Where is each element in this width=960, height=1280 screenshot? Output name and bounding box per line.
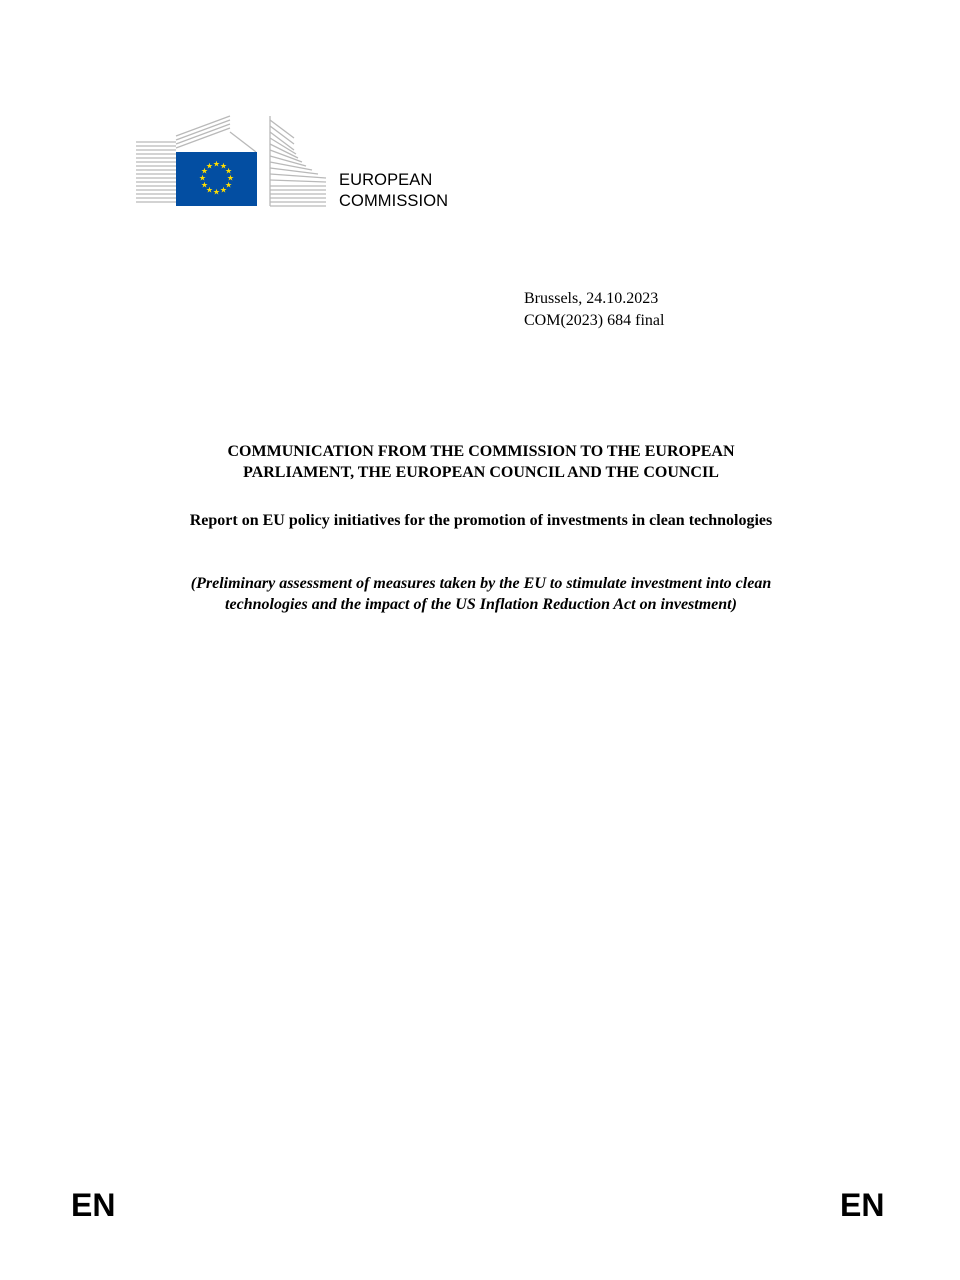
svg-text:★: ★	[198, 173, 207, 183]
svg-text:★: ★	[226, 173, 235, 183]
report-subtitle	[120, 573, 842, 615]
document-reference: COM(2023) 684 final	[524, 312, 665, 329]
svg-text:★: ★	[200, 166, 208, 176]
european-commission-logo	[136, 112, 328, 208]
svg-text:★: ★	[205, 161, 214, 171]
communication-title-line1: COMMUNICATION FROM THE COMMISSION TO THE EUROPEAN	[227, 443, 735, 460]
communication-title-line2: PARLIAMENT, THE EUROPEAN COUNCIL AND THE COUNCIL	[243, 464, 719, 481]
svg-text:★: ★	[225, 180, 233, 190]
organization-name-line2: COMMISSION	[339, 192, 449, 210]
communication-title	[120, 441, 842, 483]
svg-text:★: ★	[205, 185, 214, 195]
language-code-left: EN	[71, 1187, 116, 1223]
svg-text:★: ★	[225, 166, 233, 176]
place-date: Brussels, 24.10.2023	[524, 290, 659, 307]
report-subtitle-line2: technologies and the impact of the US Inflation Reduction Act on investment)	[225, 596, 737, 613]
svg-text:★: ★	[212, 187, 221, 197]
report-title	[120, 510, 842, 531]
report-title-text: Report on EU policy initiatives for the promotion of investments in clean technologies	[189, 512, 773, 529]
report-subtitle-line1: (Preliminary assessment of measures taken by the EU to stimulate investment into clean	[190, 575, 772, 592]
svg-text:★: ★	[219, 161, 228, 171]
svg-text:★: ★	[219, 185, 228, 195]
language-code-right: EN	[840, 1187, 885, 1223]
document-meta	[524, 288, 664, 332]
svg-text:★: ★	[200, 180, 208, 190]
organization-name-line1: EUROPEAN	[339, 171, 433, 189]
svg-text:★: ★	[212, 159, 221, 169]
organization-name	[339, 170, 448, 212]
